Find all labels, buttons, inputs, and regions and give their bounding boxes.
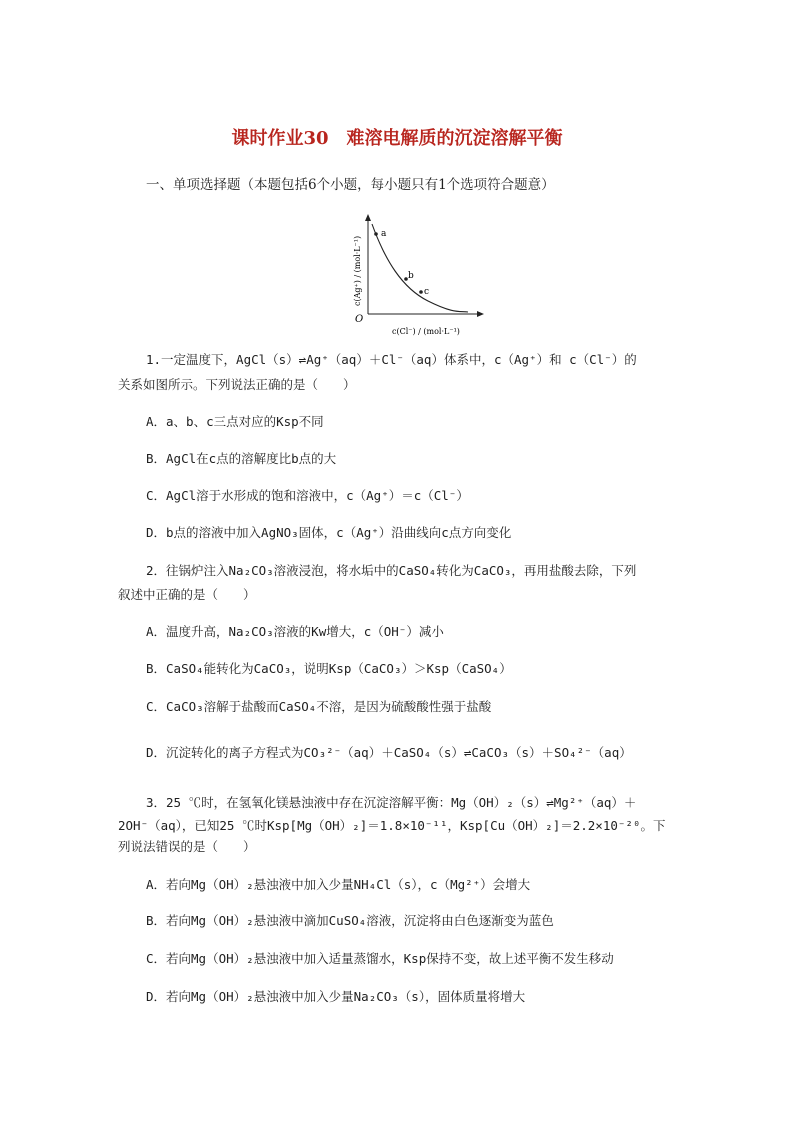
q1-option-b: B．AgCl在c点的溶解度比b点的大 [146,451,337,466]
y-axis-arrow-icon [365,214,371,221]
q1-stem-line1: 1.一定温度下，AgCl（s）⇌Ag⁺（aq）＋Cl⁻（aq）体系中，c（Ag⁺）和 c（Cl⁻）的 [146,352,637,367]
y-axis-label: c(Ag⁺) / (mol·L⁻¹) [353,235,362,306]
q3-stem-line1: 3．25 ℃时，在氢氧化镁悬浊液中存在沉淀溶解平衡：Mg（OH）₂（s）⇌Mg²⁺（aq）＋ [146,795,637,810]
point-c [419,290,423,294]
section-heading: 一、单项选择题（本题包括6个小题，每小题只有1个选项符合题意） [146,177,555,193]
q3-option-c: C．若向Mg（OH）₂悬浊液中加入适量蒸馏水，Ksp保持不变，故上述平衡不发生移动 [146,951,614,966]
page-title: 课时作业30 难溶电解质的沉淀溶解平衡 [231,128,563,149]
q1-option-d: D．b点的溶液中加入AgNO₃固体，c（Ag⁺）沿曲线向c点方向变化 [146,525,512,540]
q3-stem-line3: 列说法错误的是（ ） [118,839,256,854]
point-b-label: b [408,271,414,281]
q3-option-d: D．若向Mg（OH）₂悬浊液中加入少量Na₂CO₃（s），固体质量将增大 [146,989,526,1004]
q2-option-a: A．温度升高，Na₂CO₃溶液的Kw增大，c（OH⁻）减小 [146,624,444,639]
q3-stem-line2: 2OH⁻（aq），已知25 ℃时Ksp[Mg（OH）₂]＝1.8×10⁻¹¹，Ksp[Cu（OH）₂]＝2.2×10⁻²⁰。下 [118,818,666,833]
ksp-curve-figure [340,210,490,340]
q1-stem-line2: 关系如图所示。下列说法正确的是（ ） [118,377,356,392]
point-a [374,232,378,236]
point-c-label: c [424,287,430,297]
solubility-curve [372,224,468,312]
q1-option-a: A．a、b、c三点对应的Ksp不同 [146,414,324,429]
q2-option-c: C．CaCO₃溶解于盐酸而CaSO₄不溶，是因为硫酸酸性强于盐酸 [146,699,492,714]
q3-option-a: A．若向Mg（OH）₂悬浊液中加入少量NH₄Cl（s），c（Mg²⁺）会增大 [146,877,531,892]
x-axis-label: c(Cl⁻) / (mol·L⁻¹) [392,327,460,336]
q3-option-b: B．若向Mg（OH）₂悬浊液中滴加CuSO₄溶液，沉淀将由白色逐渐变为蓝色 [146,913,554,928]
q1-option-c: C．AgCl溶于水形成的饱和溶液中，c（Ag⁺）＝c（Cl⁻） [146,488,469,503]
q2-option-d: D．沉淀转化的离子方程式为CO₃²⁻（aq）＋CaSO₄（s）⇌CaCO₃（s）＋SO₄²⁻（aq） [146,745,632,760]
q2-stem-line2: 叙述中正确的是（ ） [118,587,256,602]
x-axis-arrow-icon [477,311,484,317]
origin-label: O [355,314,364,325]
q2-option-b: B．CaSO₄能转化为CaCO₃，说明Ksp（CaCO₃）＞Ksp（CaSO₄） [146,661,512,676]
q2-stem-line1: 2．往锅炉注入Na₂CO₃溶液浸泡，将水垢中的CaSO₄转化为CaCO₃，再用盐酸去除，下列 [146,563,637,578]
point-a-label: a [381,229,387,239]
